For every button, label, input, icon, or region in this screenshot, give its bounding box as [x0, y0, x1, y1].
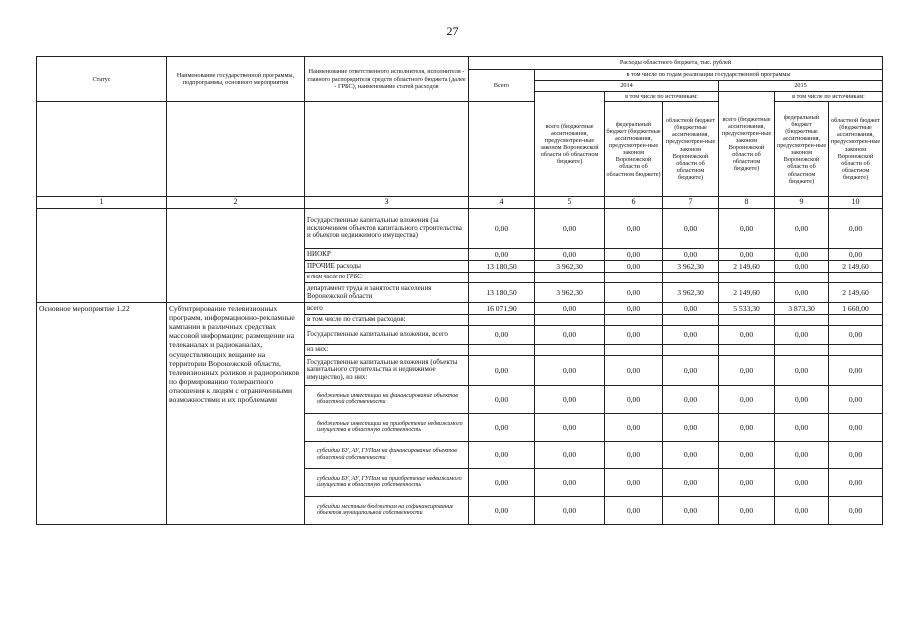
cell-total: 0,00 [469, 325, 535, 344]
cell-2015-regional: 0,00 [829, 496, 883, 524]
cell-2015-all: 0,00 [719, 209, 775, 249]
table-body [37, 209, 883, 525]
cell-total: 0,00 [469, 468, 535, 496]
cell-2014-federal [605, 315, 663, 326]
cell-2015-federal: 3 873,30 [775, 303, 829, 315]
cell-2014-regional: 0,00 [663, 441, 719, 468]
row-label: бюджетные инвестиции на финансирование объектов областной собственности [305, 385, 469, 413]
cell-2014-all: 0,00 [535, 385, 605, 413]
cell-2014-all: 0,00 [535, 413, 605, 441]
header-2015-by-sources: в том числе по источникам: [775, 92, 883, 102]
row-label: Государственные капитальные вложения, всего [305, 325, 469, 344]
cell-2015-federal: 0,00 [775, 496, 829, 524]
cell-total: 0,00 [469, 385, 535, 413]
cell-2015-federal: 0,00 [775, 413, 829, 441]
header-executor: Наименование ответственного исполнителя, исполнителя - главного распорядителя средств областного бюджета (далее - ГРБС), наименование статей расходов [305, 57, 469, 102]
cell-2015-federal: 0,00 [775, 209, 829, 249]
cell-2015-federal: 0,00 [775, 261, 829, 273]
cell-total [469, 344, 535, 355]
header-spacer-4 [469, 102, 535, 197]
col-number: 8 [719, 197, 775, 209]
table-row [37, 209, 883, 249]
header-total: Всего [469, 70, 535, 102]
header-year-2014: 2014 [535, 81, 719, 92]
cell-2015-all: 0,00 [719, 441, 775, 468]
cell-2014-all [535, 315, 605, 326]
cell-2014-regional: 0,00 [663, 468, 719, 496]
cell-2014-all [535, 273, 605, 283]
cell-2015-federal [775, 344, 829, 355]
cell-2014-regional [663, 315, 719, 326]
cell-2015-federal: 0,00 [775, 468, 829, 496]
cell-2015-all [719, 273, 775, 283]
column-numbers-row [37, 197, 883, 209]
col-number: 7 [663, 197, 719, 209]
cell-2014-regional: 0,00 [663, 249, 719, 261]
cell-2015-regional: 0,00 [829, 441, 883, 468]
cell-2015-regional: 0,00 [829, 209, 883, 249]
cell-2015-regional [829, 273, 883, 283]
event-name: Субтитрирование телевизионных программ, информационно-рекламные кампании в различных средствах массовой информации; размещение на телеканалах и радиоканалах, осуществляющих вещание на территории Воронежской области, телевизионных роликов и радиороликов по формированию толерантного отношения к людям с ограниченными возможностями и их проблемами [167, 303, 305, 525]
header-spacer-2 [167, 102, 305, 197]
col-number: 2 [167, 197, 305, 209]
cell-2015-regional [829, 315, 883, 326]
cell-2015-all: 0,00 [719, 249, 775, 261]
cell-2015-all [719, 315, 775, 326]
cell-2015-all: 0,00 [719, 355, 775, 385]
header-2014-by-sources: в том числе по источникам: [605, 92, 719, 102]
col-number: 4 [469, 197, 535, 209]
row-label: Государственные капитальные вложения (за исключением объектов капитального строительства и объектов недвижимого имущества) [305, 209, 469, 249]
cell-2014-all: 0,00 [535, 209, 605, 249]
row-label: из них: [305, 344, 469, 355]
cell-2014-federal: 0,00 [605, 261, 663, 273]
cell-2015-federal: 0,00 [775, 385, 829, 413]
cell-2014-federal: 0,00 [605, 468, 663, 496]
cell-2015-regional: 2 149,60 [829, 283, 883, 303]
cell-2015-federal [775, 315, 829, 326]
cell-2015-all: 2 149,60 [719, 261, 775, 273]
cell-2014-all: 3 962,30 [535, 261, 605, 273]
header-2014-federal: федеральный бюджет (бюджетные ассигнования, предусмотрен-ные законом Воронежской области об областном бюджете) [605, 102, 663, 197]
header-2014-all: всего (бюджетные ассигнования, предусмотрен-ные законом Воронежской области об областном бюджете) [535, 92, 605, 197]
col-number: 10 [829, 197, 883, 209]
header-year-2015: 2015 [719, 81, 883, 92]
cell-2014-regional: 0,00 [663, 209, 719, 249]
cell-2014-all: 0,00 [535, 468, 605, 496]
cell-2014-federal: 0,00 [605, 385, 663, 413]
cell-2014-federal: 0,00 [605, 283, 663, 303]
table-row [37, 303, 883, 315]
cell-total: 0,00 [469, 441, 535, 468]
cell-2015-regional: 0,00 [829, 468, 883, 496]
cell-2015-federal: 0,00 [775, 249, 829, 261]
cell-2014-regional: 0,00 [663, 303, 719, 315]
header-2015-all: всего (бюджетные ассигнования, предусмотрен-ные законом Воронежской области об областном бюджете) [719, 92, 775, 197]
cell-2015-federal: 0,00 [775, 283, 829, 303]
cell-2014-regional: 0,00 [663, 413, 719, 441]
cell-total: 13 180,50 [469, 283, 535, 303]
event-status: Основное мероприятие 1.22 [37, 303, 167, 525]
cell-2015-regional: 0,00 [829, 413, 883, 441]
row-label: департамент труда и занятости населения Воронежской области [305, 283, 469, 303]
name-cell-empty [167, 209, 305, 303]
header-expenses: Расходы областного бюджета, тыс. рублей [469, 57, 883, 70]
cell-total: 0,00 [469, 249, 535, 261]
cell-total [469, 273, 535, 283]
cell-2014-federal: 0,00 [605, 496, 663, 524]
header-spacer-3 [305, 102, 469, 197]
cell-2014-federal: 0,00 [605, 209, 663, 249]
row-label: субсидии местным бюджетам на софинансирование объектов муниципальной собственности [305, 496, 469, 524]
cell-total: 0,00 [469, 413, 535, 441]
cell-2015-all [719, 344, 775, 355]
cell-2014-federal [605, 344, 663, 355]
cell-total: 16 071,90 [469, 303, 535, 315]
cell-2014-all: 0,00 [535, 355, 605, 385]
cell-2015-federal: 0,00 [775, 325, 829, 344]
header-2015-regional: областной бюджет (бюджетные ассигнования, предусмотрен-ные законом Воронежской области об областном бюджете) [829, 102, 883, 197]
header-2015-federal: федеральный бюджет (бюджетные ассигнования, предусмотрен-ные законом Воронежской области об областном бюджете) [775, 102, 829, 197]
cell-total: 0,00 [469, 355, 535, 385]
cell-2014-all: 3 962,30 [535, 283, 605, 303]
cell-2014-regional: 0,00 [663, 325, 719, 344]
cell-2014-regional: 0,00 [663, 355, 719, 385]
cell-total: 0,00 [469, 496, 535, 524]
cell-2015-regional: 0,00 [829, 325, 883, 344]
header-2014-regional: областной бюджет (бюджетные ассигнования, предусмотрен-ные законом Воронежской области об областном бюджете) [663, 102, 719, 197]
cell-2014-all: 0,00 [535, 441, 605, 468]
cell-2015-all: 5 533,30 [719, 303, 775, 315]
table-header [37, 57, 883, 209]
cell-total: 0,00 [469, 209, 535, 249]
cell-2014-regional [663, 273, 719, 283]
cell-2015-all: 0,00 [719, 385, 775, 413]
status-cell-empty [37, 209, 167, 303]
cell-2014-federal: 0,00 [605, 325, 663, 344]
row-label: НИОКР [305, 249, 469, 261]
cell-2014-federal: 0,00 [605, 249, 663, 261]
budget-table [36, 56, 883, 525]
cell-2015-regional: 0,00 [829, 249, 883, 261]
row-label: ПРОЧИЕ расходы [305, 261, 469, 273]
col-number: 1 [37, 197, 167, 209]
cell-2014-regional: 3 962,30 [663, 283, 719, 303]
cell-2015-all: 0,00 [719, 468, 775, 496]
col-number: 9 [775, 197, 829, 209]
cell-2015-federal: 0,00 [775, 441, 829, 468]
cell-2015-regional: 0,00 [829, 385, 883, 413]
page-number: 27 [446, 24, 459, 38]
row-label: субсидии БУ, АУ, ГУПам на финансирование объектов областной собственности [305, 441, 469, 468]
cell-2015-federal [775, 273, 829, 283]
cell-total: 13 180,50 [469, 261, 535, 273]
cell-2014-regional: 0,00 [663, 496, 719, 524]
cell-2014-all: 0,00 [535, 325, 605, 344]
cell-2015-all: 2 149,60 [719, 283, 775, 303]
cell-2015-regional: 2 149,60 [829, 261, 883, 273]
col-number: 5 [535, 197, 605, 209]
cell-2014-all [535, 344, 605, 355]
header-program-name: Наименование государственной программы, подпрограммы, основного мероприятия [167, 57, 305, 102]
cell-2014-federal [605, 273, 663, 283]
row-label: всего [305, 303, 469, 315]
header-by-years: в том числе по годам реализации государственной программы [535, 70, 883, 81]
col-number: 6 [605, 197, 663, 209]
row-label: Государственные капитальные вложения (объекты капитального строительства и недвижимое имущество), из них: [305, 355, 469, 385]
cell-2015-federal: 0,00 [775, 355, 829, 385]
cell-2014-federal: 0,00 [605, 441, 663, 468]
cell-2014-federal: 0,00 [605, 413, 663, 441]
cell-2015-all: 0,00 [719, 325, 775, 344]
cell-2014-regional: 3 962,30 [663, 261, 719, 273]
header-status: Статус [37, 57, 167, 102]
cell-2015-all: 0,00 [719, 496, 775, 524]
cell-2015-all: 0,00 [719, 413, 775, 441]
cell-2015-regional: 1 660,00 [829, 303, 883, 315]
row-label: субсидии БУ, АУ, ГУПам на приобретение недвижимого имущества в областную собственность [305, 468, 469, 496]
cell-2014-federal: 0,00 [605, 355, 663, 385]
cell-total [469, 315, 535, 326]
cell-2014-all: 0,00 [535, 496, 605, 524]
cell-2014-all: 0,00 [535, 303, 605, 315]
cell-2014-federal: 0,00 [605, 303, 663, 315]
cell-2014-regional [663, 344, 719, 355]
row-label: в том числе по статьям расходов: [305, 315, 469, 326]
cell-2015-regional [829, 344, 883, 355]
col-number: 3 [305, 197, 469, 209]
cell-2014-all: 0,00 [535, 249, 605, 261]
row-label: в том числе по ГРБС: [305, 273, 469, 283]
cell-2015-regional: 0,00 [829, 355, 883, 385]
row-label: бюджетные инвестиции на приобретение недвижимого имущества в областную собственность [305, 413, 469, 441]
cell-2014-regional: 0,00 [663, 385, 719, 413]
header-spacer-1 [37, 102, 167, 197]
